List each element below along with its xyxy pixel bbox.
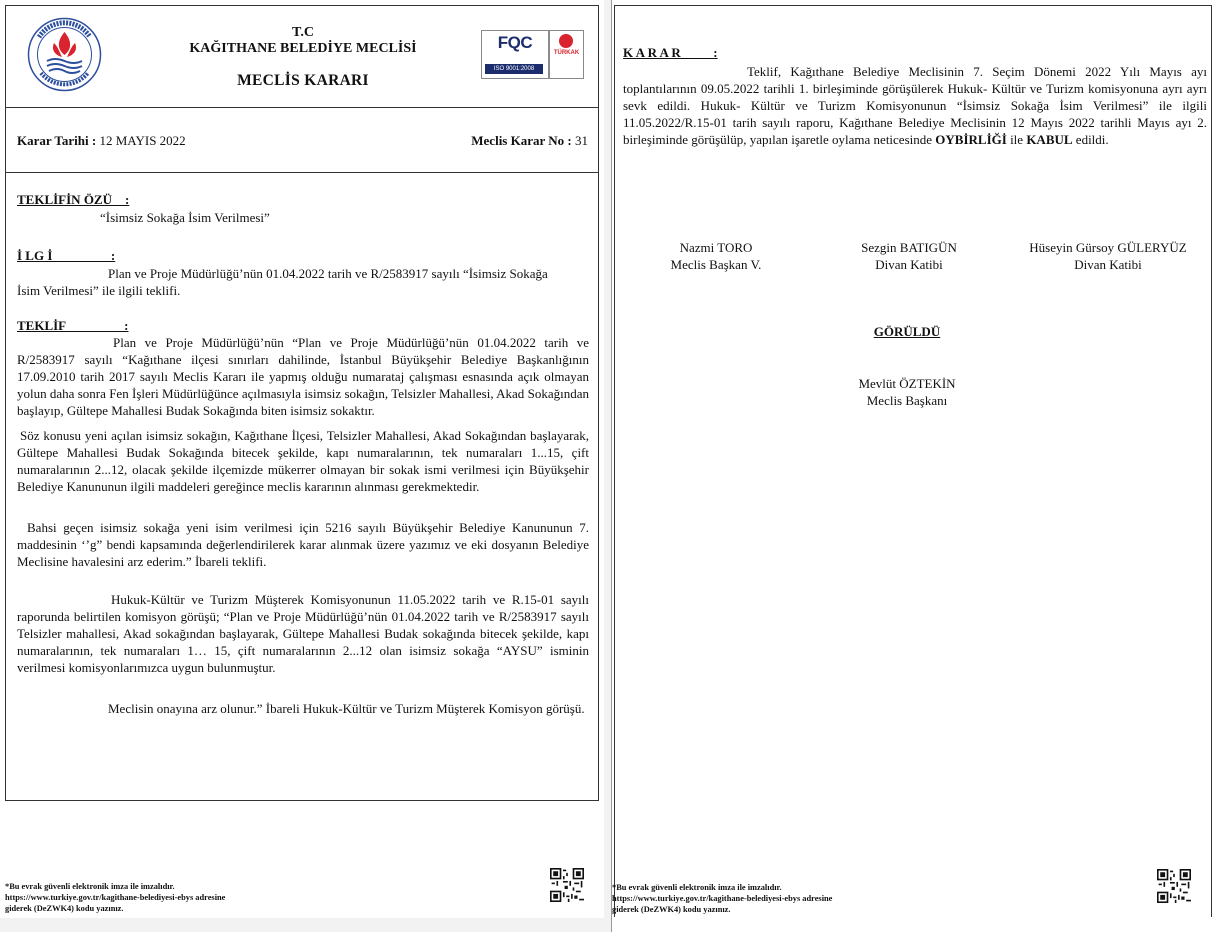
header-council-name: KAĞITHANE BELEDİYE MECLİSİ	[189, 41, 417, 56]
komisyon-paragraph: Hukuk-Kültür ve Turizm Müşterek Komisyonunun 11.05.2022 tarih ve R.15-01 sayılı raporunda belirtilen komisyon görüşü; “Plan ve Proje Müdürlüğü’nün 01.04.2022 tarih ve R/2583917 sayılı Telsizler mahallesi, Akad sokağından başlayarak, Gültepe Mahallesi Budak sokağında bitecek şekilde, kapı numaralarının, tek numaraları 1… 15, çift numaralarının 2...12 olan isimsiz sokağa “AYSU” isminin verilmesi komisyonlarımızca uygun bulunmuştur.	[17, 592, 589, 675]
section-ozu-heading: TEKLİFİN ÖZÜ :	[17, 192, 130, 207]
signature-meclis-baskani: Mevlüt ÖZTEKİN Meclis Başkanı	[858, 376, 956, 408]
kagithane-belediyesi-logo	[27, 17, 102, 92]
section-ozu-text: “İsimsiz Sokağa İsim Verilmesi”	[100, 210, 270, 225]
page-1-bottom-strip	[0, 918, 604, 932]
fqc-certificate-logo: FQC ISO 9001:2008	[481, 30, 549, 79]
section-ilgi-heading: İ LG İ :	[17, 248, 116, 263]
section-ilgi-line2: İsim Verilmesi” ile ilgili teklifi.	[17, 283, 181, 298]
section-teklif-heading: TEKLİF :	[17, 318, 129, 333]
header-divider	[5, 107, 599, 108]
teklif-paragraph-2: Söz konusu yeni açılan isimsiz sokağın, Kağıthane İlçesi, Telsizler Mahallesi, Akad Sokağından başlayarak, Gültepe Mahallesi Budak Sokağında bitecek şekilde, kapı numaralarının, tek numaraları 1...15, çift numaralarının 2...12, olacak şekilde ilçemizde mükerrer olmayan bir sokak ismi verilmesi için Büyükşehir Belediye Kanununun ilgili maddeleri gereğince meclis kararının alınması gerekmektedir.	[17, 428, 589, 494]
e-signature-note: *Bu evrak güvenli elektronik imza ile imzalıdır. https://www.turkiye.gov.tr/kagithane-belediyesi-ebys adresine giderek (DeZWK4) kodu yazınız.	[612, 883, 833, 914]
teklif-paragraph-1: Plan ve Proje Müdürlüğü’nün “Plan ve Proje Müdürlüğü’nün 01.04.2022 tarih ve R/2583917 sayılı “Kağıthane ilçesi sınırları dahilinde, İstanbul Büyükşehir Belediye Başkanlığının 17.09.2010 tarih 2017 sayılı Meclis Kararı ile yapmış olduğu numarataj çalışması esnasında açık olmayan yolun daha sonra Fen İşleri Müdürlüğünce açılmasıyla isimsiz sokağın, Telsizler Mahallesi, Akad Sokağından başlayıp, Gültepe Mahallesi Budak Sokağında biten isimsiz sokaktır.	[17, 335, 589, 418]
document-page-2	[612, 0, 1216, 932]
signature-divan-katibi-1: Sezgin BATIGÜN Divan Katibi	[861, 240, 957, 272]
section-ilgi-line1: Plan ve Proje Müdürlüğü’nün 01.04.2022 tarih ve R/2583917 sayılı “İsimsiz Sokağa	[108, 266, 548, 281]
document-title: MECLİS KARARI	[237, 72, 369, 89]
decision-number: Meclis Karar No : 31	[471, 133, 588, 148]
meta-divider	[5, 172, 599, 173]
qr-code-icon	[1157, 869, 1191, 903]
decision-date: Karar Tarihi : 12 MAYIS 2022	[17, 133, 186, 148]
header-tc: T.C	[292, 25, 314, 40]
onay-paragraph: Meclisin onayına arz olunur.” İbareli Hukuk-Kültür ve Turizm Müşterek Komisyon görüşü.	[108, 701, 585, 716]
goruldu-heading: GÖRÜLDÜ	[873, 324, 941, 339]
turkak-logo: TÜRKAK	[549, 30, 584, 79]
e-signature-note: *Bu evrak güvenli elektronik imza ile imzalıdır. https://www.turkiye.gov.tr/kagithane-belediyesi-ebys adresine giderek (DeZWK4) kodu yazınız.	[5, 882, 226, 913]
karar-heading: K A R A R :	[623, 45, 718, 60]
document-page-1	[0, 0, 604, 932]
karar-paragraph: Teklif, Kağıthane Belediye Meclisinin 7. Seçim Dönemi 2022 Yılı Mayıs ayı toplantılarının 09.05.2022 tarihli 1. birleşiminde görüşülerek Hukuk- Kültür ve Turizm komisyonuna ayrı ayrı sevk edildi. Hukuk- Kültür ve Turizm Komisyonunun “İsimsiz Sokağa İsim Verilmesi” ile ilgili 11.05.2022/R.15-01 tarih sayılı raporu, Kağıthane Belediye Meclisinin 12 Mayıs 2022 tarihli Mayıs ayı 2. birleşiminde görüşülüp, yapılan işaretle oylama neticesinde OYBİRLİĞİ ile KABUL edildi.	[623, 64, 1207, 147]
qr-code-icon	[550, 868, 584, 902]
teklif-paragraph-3: Bahsi geçen isimsiz sokağa yeni isim verilmesi için 5216 sayılı Büyükşehir Belediye Kanununun 7. maddesinin ‘’g” bendi kapsamında değerlendirilerek karar alınmak üzere yazımız ve eki dosyanın Belediye Meclisine havalesini arz ederim.” İbareli teklifi.	[17, 520, 589, 569]
signature-divan-katibi-2: Hüseyin Gürsoy GÜLERYÜZ Divan Katibi	[1029, 240, 1187, 272]
signature-baskan-vekili: Nazmi TORO Meclis Başkan V.	[670, 240, 762, 272]
